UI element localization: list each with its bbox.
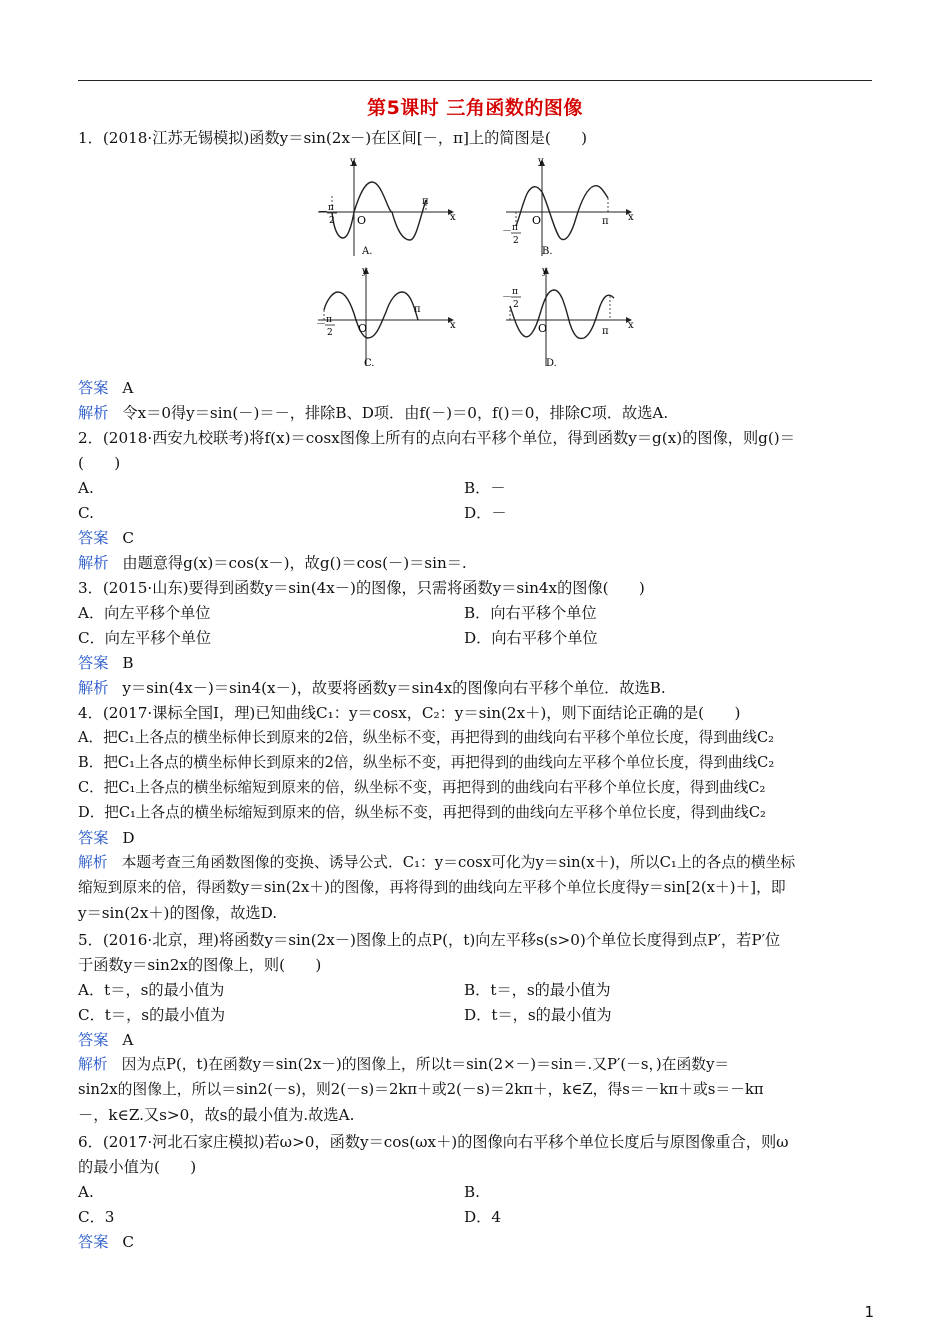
q6-stem-2: 的最小值为( ) xyxy=(78,1158,197,1176)
q5-analysis-line-1 xyxy=(78,1055,874,1075)
q3-option-d: D．向右平移个单位 xyxy=(464,629,598,647)
q6-answer: C xyxy=(122,1233,134,1251)
q1-analysis-line xyxy=(78,403,874,423)
answer-label: 答案 xyxy=(78,529,109,547)
q4-option-b: B．把C₁上各点的横坐标伸长到原来的2倍，纵坐标不变，再把得到的曲线向左平移个单位长度，得到曲线C₂ xyxy=(78,754,775,771)
page-number: 1 xyxy=(864,1303,874,1321)
q1-answer: A xyxy=(122,379,134,397)
q5-option-a: A．t＝，s的最小值为 xyxy=(78,981,225,999)
graph-a-neg-top: π xyxy=(328,203,334,213)
graph-a-letter: A. xyxy=(362,246,373,257)
graph-d-origin: O xyxy=(538,322,548,335)
svg-text:－: － xyxy=(502,226,512,237)
q1-answer-line xyxy=(78,378,874,398)
graph-b xyxy=(498,152,648,262)
q5-option-b: B．t＝，s的最小值为 xyxy=(464,981,611,999)
graph-a-y: y xyxy=(350,156,356,167)
q1-stem: 1．(2018·江苏无锡模拟)函数y＝sin(2x－)在区间[－，π]上的简图是( ) xyxy=(78,129,588,147)
q5-option-d: D．t＝，s的最小值为 xyxy=(464,1006,612,1024)
graph-b-x: x xyxy=(628,212,634,223)
graph-b-pi: π xyxy=(602,216,609,227)
analysis-label: 解析 xyxy=(78,1056,108,1073)
q5-stem-1: 5．(2016·北京，理)将函数y＝sin(2x－)图像上的点P(，t)向左平移s(s>0)个单位长度得到点P′，若P′位 xyxy=(78,931,781,949)
answer-label: 答案 xyxy=(78,1233,109,1251)
analysis-label: 解析 xyxy=(78,404,109,422)
answer-label: 答案 xyxy=(78,829,109,847)
graph-c-neg-bottom: 2 xyxy=(327,328,333,338)
analysis-label: 解析 xyxy=(78,679,109,697)
graph-a-curve xyxy=(332,182,426,240)
graph-b-letter: B. xyxy=(542,246,553,257)
analysis-label: 解析 xyxy=(78,854,108,871)
q3-answer: B xyxy=(122,654,134,672)
answer-label: 答案 xyxy=(78,1031,109,1049)
graph-b-neg-bottom: 2 xyxy=(513,236,519,246)
graph-a-pi: π xyxy=(422,196,429,207)
q4-stem: 4．(2017·课标全国Ⅰ，理)已知曲线C₁：y＝cosx，C₂：y＝sin(2x＋)，则下面结论正确的是( ) xyxy=(78,704,741,722)
q3-analysis-line xyxy=(78,678,874,698)
q5-analysis-line-2: sin2x的图像上，所以＝sin2(－s)，则2(－s)＝2kπ＋或2(－s)＝2kπ＋，k∈Z，得s＝－kπ＋或s＝－kπ xyxy=(78,1081,764,1098)
q4-option-c: C．把C₁上各点的横坐标缩短到原来的倍，纵坐标不变，再把得到的曲线向右平移个单位长度，得到曲线C₂ xyxy=(78,779,766,796)
q2-answer-line xyxy=(78,528,874,548)
q2-answer: C xyxy=(122,529,134,547)
graph-b-y: y xyxy=(538,156,544,167)
graph-c-x: x xyxy=(450,320,456,331)
q6-option-c: C．3 xyxy=(78,1208,115,1226)
q1-analysis: 令x＝0得y＝sin(－)＝－，排除B、D项．由f(－)＝0，f()＝0，排除C项．故选A. xyxy=(122,404,669,422)
q5-analysis-line-3: －，k∈Z.又s>0，故s的最小值为.故选A. xyxy=(78,1106,355,1124)
graph-c-curve xyxy=(324,292,418,338)
q2-option-d: D．－ xyxy=(464,504,507,522)
page-title: 第5课时 三角函数的图像 xyxy=(367,97,583,119)
q2-analysis: 由题意得g(x)＝cos(x－)，故g()＝cos(－)＝sin＝. xyxy=(122,554,467,572)
analysis-label: 解析 xyxy=(78,554,109,572)
graph-d-pi: π xyxy=(602,326,609,337)
graph-b-origin: O xyxy=(532,214,542,227)
q3-stem: 3．(2015·山东)要得到函数y＝sin(4x－)的图像，只需将函数y＝sin4x的图像( ) xyxy=(78,579,645,597)
graph-d-y: y xyxy=(542,266,548,277)
q6-stem-1: 6．(2017·河北石家庄模拟)若ω>0，函数y＝cos(ωx＋)的图像向右平移个单位长度后与原图像重合，则ω xyxy=(78,1133,789,1151)
q6-option-a: A. xyxy=(78,1183,94,1201)
q5-answer: A xyxy=(122,1031,134,1049)
answer-label: 答案 xyxy=(78,379,109,397)
graph-d xyxy=(498,262,648,372)
answer-label: 答案 xyxy=(78,654,109,672)
graph-b-neg-top: π xyxy=(512,223,518,233)
q3-analysis: y＝sin(4x－)＝sin4(x－)，故要将函数y＝sin4x的图像向右平移个单位．故选B. xyxy=(122,679,666,697)
svg-text:－: － xyxy=(316,319,326,330)
graph-a-neg-bottom: 2 xyxy=(329,216,335,226)
svg-text:－: － xyxy=(502,292,512,303)
q6-option-b: B. xyxy=(464,1183,480,1201)
q5-stem-2: 于函数y＝sin2x的图像上，则( ) xyxy=(78,956,322,974)
graph-c-letter: C. xyxy=(364,358,375,369)
q6-option-d: D．4 xyxy=(464,1208,502,1226)
graph-d-neg-bottom: 2 xyxy=(513,300,519,310)
q2-stem-1: 2．(2018·西安九校联考)将f(x)＝cosx图像上所有的点向右平移个单位，得到函数y＝g(x)的图像，则g()＝ xyxy=(78,429,795,447)
q2-stem-2: ( ) xyxy=(78,454,121,472)
q4-analysis-line-1 xyxy=(78,853,874,873)
q4-answer-line xyxy=(78,828,874,848)
q5-analysis-1: 因为点P(，t)在函数y＝sin(2x－)的图像上，所以t＝sin(2×－)＝sin＝.又P′(－s，)在函数y＝ xyxy=(121,1056,730,1073)
graph-a-x: x xyxy=(450,212,456,223)
graph-b-curve xyxy=(516,186,608,240)
q6-answer-line xyxy=(78,1232,874,1252)
q2-option-c: C. xyxy=(78,504,94,522)
q4-analysis-line-3: y＝sin(2x＋)的图像，故选D. xyxy=(78,904,278,922)
q3-option-a: A．向左平移个单位 xyxy=(78,604,211,622)
graph-d-neg-top: π xyxy=(512,287,518,297)
header-rule xyxy=(78,80,872,81)
graph-a-origin: O xyxy=(357,214,367,227)
svg-text:－: － xyxy=(318,207,328,218)
graph-c-y: y xyxy=(362,266,368,277)
graph-c xyxy=(310,262,460,372)
q3-answer-line xyxy=(78,653,874,673)
q2-analysis-line xyxy=(78,553,874,573)
graph-c-origin: O xyxy=(358,322,368,335)
q3-option-b: B．向右平移个单位 xyxy=(464,604,597,622)
q4-option-d: D．把C₁上各点的横坐标缩短到原来的倍，纵坐标不变，再把得到的曲线向左平移个单位长度，得到曲线C₂ xyxy=(78,804,766,821)
graph-a xyxy=(310,152,460,262)
graph-d-letter: D. xyxy=(546,358,557,369)
graph-c-pi: π xyxy=(414,304,421,315)
q4-analysis-line-2: 缩短到原来的倍，得函数y＝sin(2x＋)的图像，再将得到的曲线向左平移个单位长度得y＝sin[2(x＋)＋]，即 xyxy=(78,879,786,896)
q5-option-c: C．t＝，s的最小值为 xyxy=(78,1006,226,1024)
q4-analysis-1: 本题考查三角函数图像的变换、诱导公式．C₁：y＝cosx可化为y＝sin(x＋)，所以C₁上的各点的横坐标 xyxy=(121,854,796,871)
q2-option-a: A. xyxy=(78,479,94,497)
q5-answer-line xyxy=(78,1030,874,1050)
q3-option-c: C．向左平移个单位 xyxy=(78,629,212,647)
q2-option-b: B．－ xyxy=(464,479,506,497)
q4-answer: D xyxy=(122,829,135,847)
graph-d-curve xyxy=(510,290,614,338)
q4-option-a: A．把C₁上各点的横坐标伸长到原来的2倍，纵坐标不变，再把得到的曲线向右平移个单位长度，得到曲线C₂ xyxy=(78,729,774,746)
graph-d-x: x xyxy=(628,320,634,331)
graph-c-neg-top: π xyxy=(326,315,332,325)
